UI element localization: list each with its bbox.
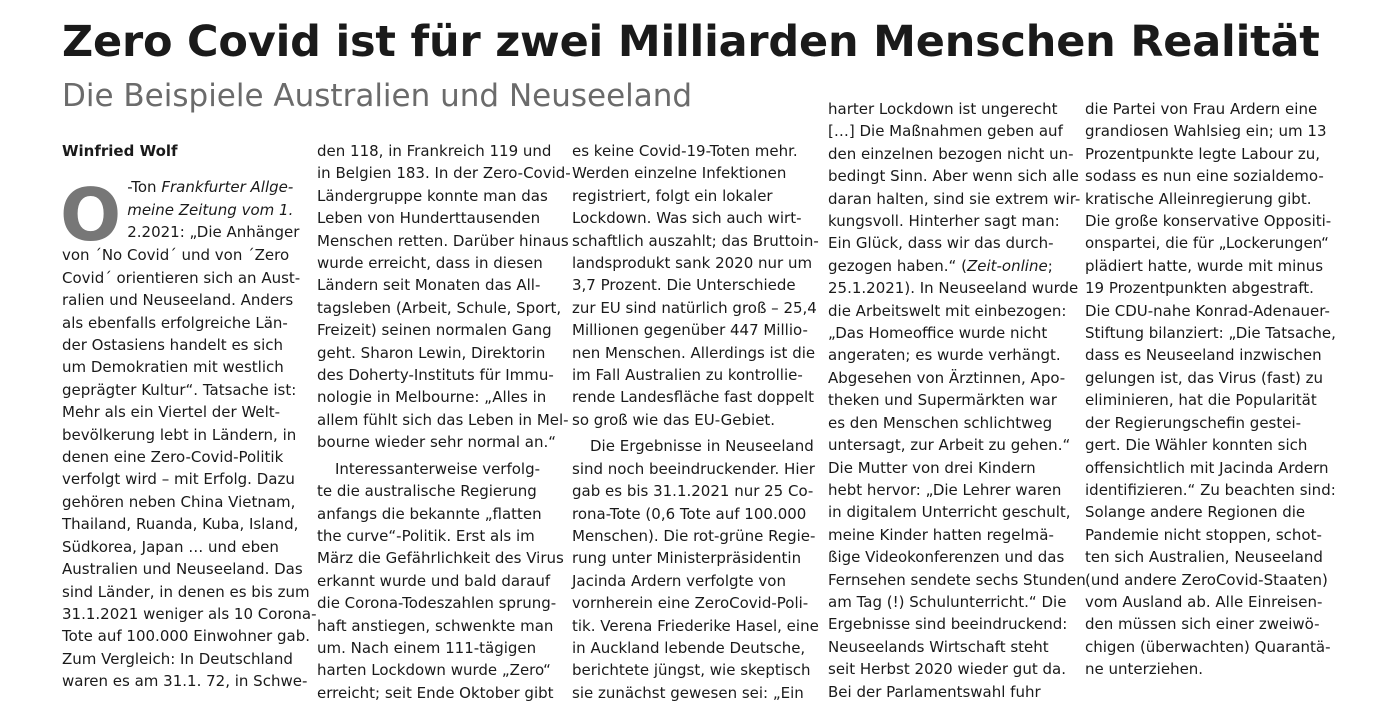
text-line: den 118, in Frankreich 119 und xyxy=(317,142,552,160)
text-line: „Das Homeoffice wurde nicht xyxy=(828,324,1048,343)
text-line: 31.1.2021 weniger als 10 Corona- xyxy=(62,604,317,623)
text-line: erreicht; seit Ende Oktober gibt xyxy=(317,683,554,702)
text-line: Die CDU-nahe Konrad-Adenauer- xyxy=(1085,301,1330,320)
text-line: rung unter Ministerpräsidentin xyxy=(572,549,802,568)
text-line: März die Gefährlichkeit des Virus xyxy=(317,549,564,568)
text-line: die Partei von Frau Ardern eine xyxy=(1085,100,1318,118)
text-line: onspartei, die für „Lockerungen“ xyxy=(1085,234,1329,253)
text-line: es keine Covid-19-Toten mehr. xyxy=(572,142,798,160)
text-line: gab es bis 31.1.2021 nur 25 Co- xyxy=(572,482,814,501)
text-line: registriert, folgt ein lokaler xyxy=(572,186,773,205)
text-line: (und andere ZeroCovid-Staaten) xyxy=(1085,570,1328,589)
text-line: vom Ausland ab. Alle Einreisen- xyxy=(1085,592,1323,611)
article-column-1 xyxy=(60,140,317,693)
text-line: den einzelnen bezogen nicht un- xyxy=(828,144,1074,163)
text-line: Südkorea, Japan … und eben xyxy=(62,537,279,556)
text-line: 2.2021: „Die Anhänger xyxy=(127,223,300,242)
text-line: berichtete jüngst, wie skeptisch xyxy=(572,661,811,680)
text-line: anfangs die bekannte „flatten xyxy=(317,504,542,523)
text-line: am Tag (!) Schulunterricht.“ Die xyxy=(828,592,1067,611)
text-line: Covid´ orientieren sich an Aust- xyxy=(62,268,301,287)
text-line: nen Menschen. Allerdings ist die xyxy=(572,343,816,362)
text-line: Neuseelands Wirtschaft steht xyxy=(828,637,1049,656)
text-line: chigen (überwachten) Quarantä- xyxy=(1085,637,1331,656)
text-line: 19 Prozentpunkten abgestraft. xyxy=(1085,279,1314,298)
text-line: dass es Neuseeland inzwischen xyxy=(1085,346,1322,365)
text-line: wurde erreicht, dass in diesen xyxy=(317,254,543,273)
text-line: seit Herbst 2020 wieder gut da. xyxy=(828,660,1066,679)
text-line: Jacinda Ardern verfolgte von xyxy=(572,571,786,590)
drop-cap: O xyxy=(60,173,122,258)
text-line: Zum Vergleich: In Deutschland xyxy=(62,649,293,668)
text-line: Ein Glück, dass wir das durch- xyxy=(828,234,1054,253)
text-line: in digitalem Unterricht geschult, xyxy=(828,503,1071,522)
text-line: Australien und Neuseeland. Das xyxy=(62,560,303,579)
text-line: Prozentpunkte legte Labour zu, xyxy=(1085,144,1321,163)
text-line: Die große konservative Oppositi- xyxy=(1085,212,1332,231)
text-line: Freizeit) seinen normalen Gang xyxy=(317,321,552,340)
text-line: erkannt wurde und bald darauf xyxy=(317,571,551,590)
text-line: gelungen ist, das Virus (fast) zu xyxy=(1085,368,1324,387)
text-line: eliminieren, hat die Popularität xyxy=(1085,391,1317,410)
text-line: te die australische Regierung xyxy=(317,482,537,501)
text-line: schaftlich auszahlt; das Bruttoin- xyxy=(572,231,819,250)
text-line: so groß wie das EU-Gebiet. xyxy=(572,410,776,429)
text-line: verfolgt wird – mit Erfolg. Dazu xyxy=(62,470,295,489)
text-line: gert. Die Wähler konnten sich xyxy=(1085,436,1308,455)
text-line: bedingt Sinn. Aber wenn sich alle xyxy=(828,167,1079,186)
text-line: daran halten, sind sie extrem wir- xyxy=(828,189,1081,208)
text-line: Menschen retten. Darüber hinaus xyxy=(317,231,569,250)
text-line: nologie in Melbourne: „Alles in xyxy=(317,388,547,407)
text-line: rona-Tote (0,6 Tote auf 100.000 xyxy=(572,504,807,523)
text-line: untersagt, zur Arbeit zu gehen.“ xyxy=(828,436,1071,455)
text-line: hebt hervor: „Die Lehrer waren xyxy=(828,480,1062,499)
text-line: um Demokratien mit westlich xyxy=(62,358,284,377)
text-line: um. Nach einem 111-tägigen xyxy=(317,638,537,657)
text-line: der Regierungschefin gestei- xyxy=(1085,413,1302,432)
text-line: die Arbeitswelt mit einbezogen: xyxy=(828,301,1067,320)
text-line: rende Landesfläche fast doppelt xyxy=(572,388,815,407)
text-line: identifizieren.“ Zu beachten sind: xyxy=(1085,480,1336,499)
text-line: von ´No Covid´ und von ´Zero xyxy=(62,246,290,265)
text-line: 3,7 Prozent. Die Unterschiede xyxy=(572,276,796,295)
text-line: vornherein eine ZeroCovid-Poli- xyxy=(572,594,809,613)
text-line: Die Ergebnisse in Neuseeland xyxy=(590,437,814,456)
headline: Zero Covid ist für zwei Milliarden Menschen Realität xyxy=(62,17,1320,67)
text-line: der Ostasiens handelt es sich xyxy=(62,336,284,355)
text-line: bourne wieder sehr normal an.“ xyxy=(317,433,557,452)
text-line: theken und Supermärkten war xyxy=(828,391,1057,410)
text-line: harten Lockdown wurde „Zero“ xyxy=(317,661,551,680)
text-line: harter Lockdown ist ungerecht xyxy=(828,100,1058,118)
article-column-2 xyxy=(317,140,571,704)
text-line: ßige Videokonferenzen und das xyxy=(828,548,1065,567)
text-line: Lockdown. Was sich auch wirt- xyxy=(572,209,802,228)
text-line: kungsvoll. Hinterher sagt man: xyxy=(828,212,1060,231)
text-line: es den Menschen schlichtweg xyxy=(828,413,1053,432)
text-line: im Fall Australien zu kontrollie- xyxy=(572,366,803,385)
text-line: […] Die Maßnahmen geben auf xyxy=(828,122,1063,141)
text-line: geprägter Kultur“. Tatsache ist: xyxy=(62,380,297,399)
text-line: Fernsehen sendete sechs Stunden xyxy=(828,570,1086,589)
author-byline: Winfried Wolf xyxy=(62,142,178,160)
text-line: sind Länder, in denen es bis zum xyxy=(62,582,310,601)
text-line: Thailand, Ruanda, Kuba, Island, xyxy=(62,515,299,534)
text-line: the curve“-Politik. Erst als im xyxy=(317,526,535,545)
text-line: landsprodukt sank 2020 nur um xyxy=(572,254,813,273)
text-line: allem fühlt sich das Leben in Mel- xyxy=(317,410,569,429)
text-line: sie zunächst gewesen sei: „Ein xyxy=(572,683,804,702)
text-line: Millionen gegenüber 447 Millio- xyxy=(572,321,808,340)
source-citation: Frankfurter Allge- xyxy=(161,178,294,197)
text-line: den müssen sich einer zweiwö- xyxy=(1085,615,1320,634)
text-line: gehören neben China Vietnam, xyxy=(62,492,296,511)
text-line: Die Mutter von drei Kindern xyxy=(828,458,1036,477)
text-line: Pandemie nicht stoppen, schot- xyxy=(1085,525,1322,544)
text-line: als ebenfalls erfolgreiche Län- xyxy=(62,313,288,332)
text-line: Tote auf 100.000 Einwohner gab. xyxy=(62,627,310,646)
text-line: Bei der Parlamentswahl fuhr xyxy=(828,682,1041,701)
text-line: meine Zeitung vom 1. xyxy=(127,200,294,219)
text-line: denen eine Zero-Covid-Politik xyxy=(62,448,284,467)
text-line: offensichtlich mit Jacinda Ardern xyxy=(1085,458,1329,477)
text-line: Mehr als ein Viertel der Welt- xyxy=(62,403,281,422)
article-column-3 xyxy=(572,140,819,704)
text-line: zur EU sind natürlich groß – 25,4 xyxy=(572,298,817,317)
text-line: Ländern seit Monaten das All- xyxy=(317,276,541,295)
text-line: grandiosen Wahlsieg ein; um 13 xyxy=(1085,122,1327,141)
text-line: Interessanterweise verfolg- xyxy=(335,459,541,478)
text-line: -Ton Frankfurter Allge- xyxy=(127,178,294,197)
source-citation: Zeit-online xyxy=(966,256,1048,275)
text-line: gezogen haben.“ (Zeit-online; xyxy=(828,256,1053,275)
text-line: ne unterziehen. xyxy=(1085,660,1204,679)
text-line: tagsleben (Arbeit, Schule, Sport, xyxy=(317,298,562,317)
text-line: ralien und Neuseeland. Anders xyxy=(62,291,294,310)
text-line: Menschen). Die rot-grüne Regie- xyxy=(572,526,816,545)
text-line: sind noch beeindruckender. Hier xyxy=(572,459,815,478)
text-line: Abgesehen von Ärztinnen, Apo- xyxy=(828,368,1066,387)
text-line: in Belgien 183. In der Zero-Covid- xyxy=(317,164,571,183)
text-line: 25.1.2021). In Neuseeland wurde xyxy=(828,279,1079,298)
text-line: ten sich Australien, Neuseeland xyxy=(1085,548,1323,567)
text-line: angeraten; es wurde verhängt. xyxy=(828,346,1061,365)
text-line: bevölkerung lebt in Ländern, in xyxy=(62,425,297,444)
text-line: tik. Verena Friederike Hasel, eine xyxy=(572,616,819,635)
text-line: Solange andere Regionen die xyxy=(1085,503,1306,522)
text-line: Ergebnisse sind beeindruckend: xyxy=(828,615,1068,634)
text-line: Stiftung bilanziert: „Die Tatsache, xyxy=(1085,324,1336,343)
text-line: die Corona-Todeszahlen sprung- xyxy=(317,594,557,613)
text-line: waren es am 31.1. 72, in Schwe- xyxy=(62,672,308,691)
text-line: Werden einzelne Infektionen xyxy=(572,164,787,183)
article-column-5 xyxy=(1085,98,1336,681)
text-line: des Doherty-Instituts für Immu- xyxy=(317,366,554,385)
text-line: kratische Alleinregierung gibt. xyxy=(1085,189,1312,208)
subheadline: Die Beispiele Australien und Neuseeland xyxy=(62,78,693,114)
lead-paragraph xyxy=(60,173,317,692)
text-line: Ländergruppe konnte man das xyxy=(317,186,548,205)
text-line: in Auckland lebende Deutsche, xyxy=(572,638,806,657)
text-line: meine Kinder hatten regelmä- xyxy=(828,525,1054,544)
text-line: haft anstiegen, schwenkte man xyxy=(317,616,554,635)
text-line: geht. Sharon Lewin, Direktorin xyxy=(317,343,546,362)
article-column-4 xyxy=(828,98,1086,703)
text-line: sodass es nun eine sozialdemo- xyxy=(1085,167,1324,186)
text-line: Leben von Hunderttausenden xyxy=(317,209,541,228)
text-line: plädiert hatte, wurde mit minus xyxy=(1085,256,1324,275)
